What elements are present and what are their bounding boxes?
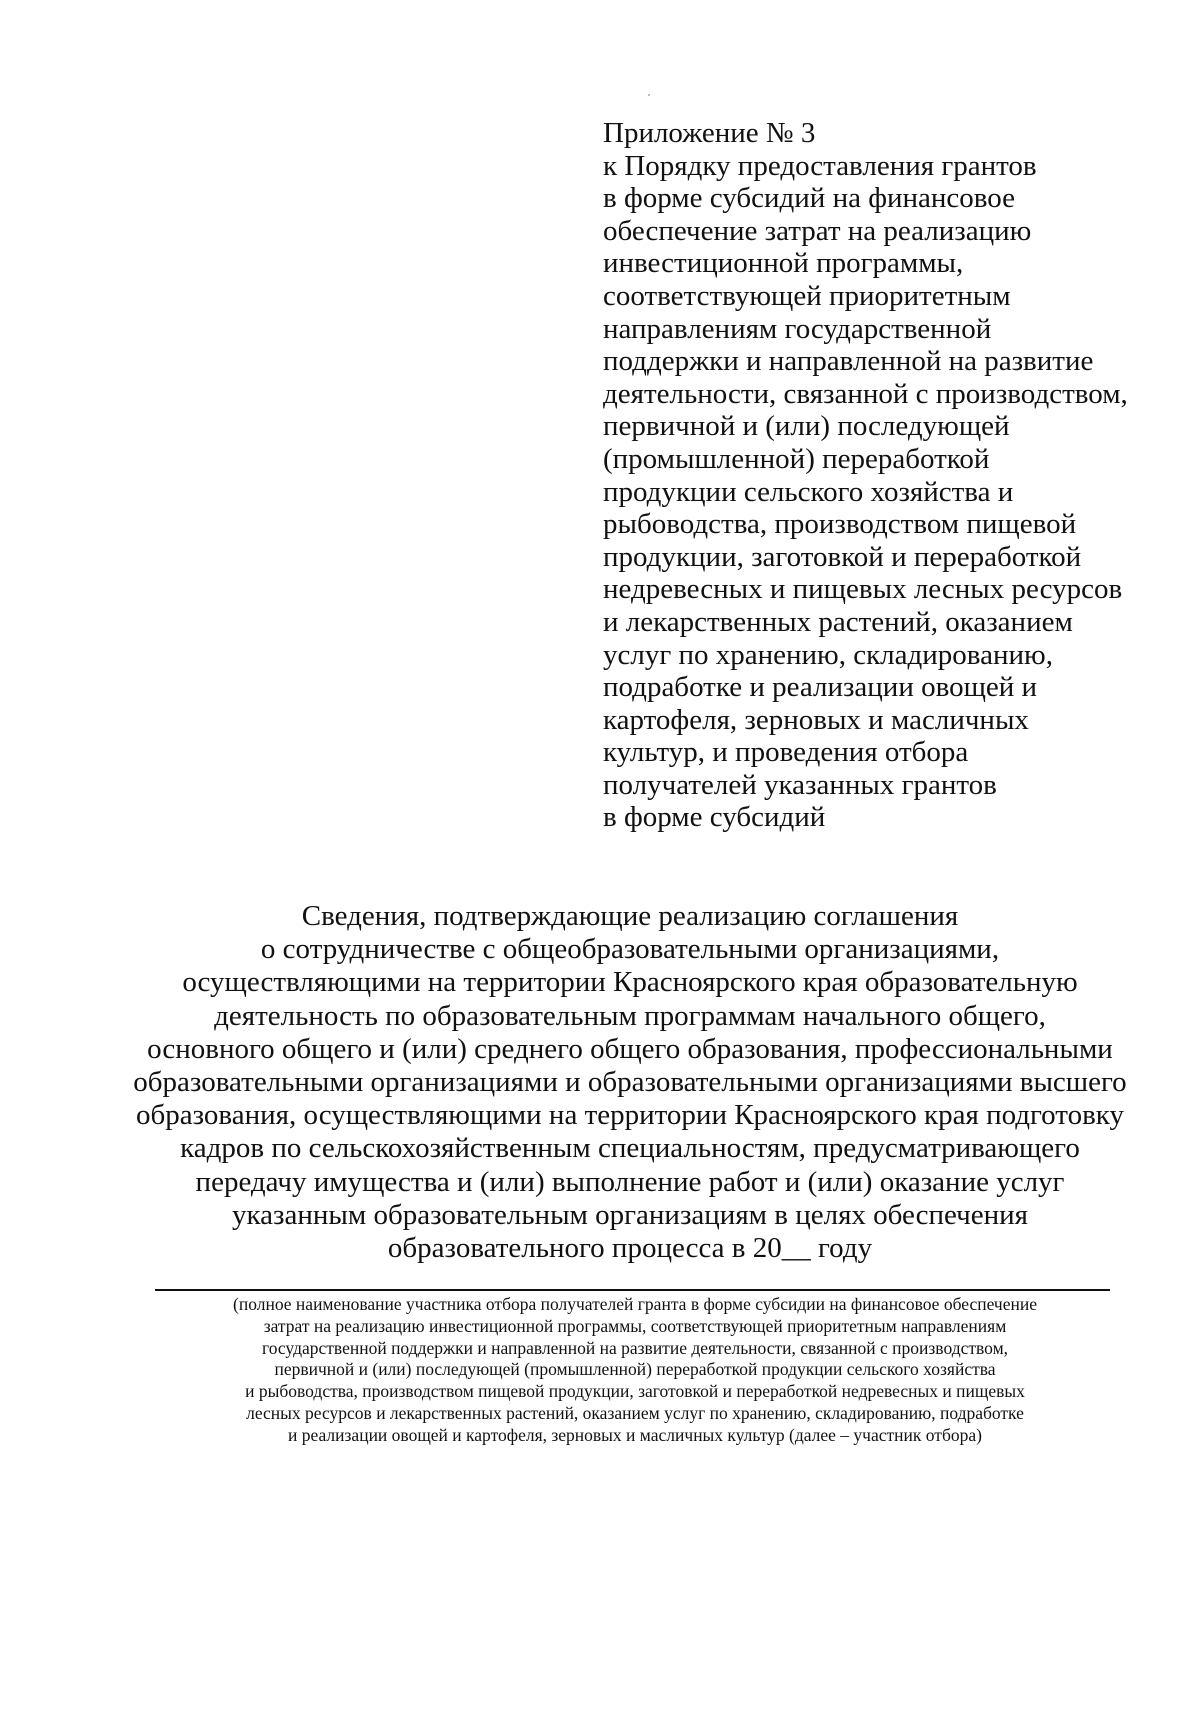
title-line: деятельность по образовательным программам начального общего, (214, 999, 1046, 1032)
appendix-line: направлениям государственной (603, 312, 992, 345)
caption-line: первичной и (или) последующей (промышленной) переработкой продукции сельского хозяйства (274, 1359, 996, 1380)
title-line: образовательного процесса в 20__ году (387, 1232, 873, 1265)
appendix-line: подработке и реализации овощей и (603, 671, 1038, 704)
appendix-line: деятельности, связанной с производством, (603, 377, 1128, 410)
appendix-line: картофеля, зерновых и масличных (603, 703, 1029, 736)
appendix-line: Приложение № 3 (603, 117, 816, 149)
caption-line: затрат на реализацию инвестиционной программы, соответствующей приоритетным направлениям (263, 1315, 1007, 1336)
appendix-line: рыбоводства, производством пищевой (603, 508, 1077, 541)
appendix-line: обеспечение затрат на реализацию (603, 214, 1032, 247)
appendix-line: в форме субсидий на финансовое (603, 182, 1016, 215)
title-line: о сотрудничестве с общеобразовательными организациями, (260, 933, 1000, 966)
title-line: Сведения, подтверждающие реализацию соглашения (301, 900, 959, 932)
scan-speck (648, 94, 650, 96)
title-line: образовательными организациями и образовательными организациями высшего (133, 1066, 1127, 1099)
field-caption (130, 1294, 1140, 1447)
title-line: основного общего и (или) среднего общего образования, профессиональными (147, 1032, 1113, 1065)
appendix-line: получателей указанных грантов (603, 768, 997, 801)
appendix-header (603, 117, 1163, 834)
appendix-line: первичной и (или) последующей (603, 410, 1010, 443)
appendix-line: услуг по хранению, складированию, (603, 638, 1053, 671)
appendix-line: продукции, заготовкой и переработкой (603, 540, 1082, 573)
caption-line: (полное наименование участника отбора получателей гранта в форме субсидии на финансовое обеспечение (233, 1294, 1037, 1314)
appendix-line: к Порядку предоставления грантов (603, 149, 1037, 182)
title-line: образования, осуществляющими на территории Красноярского края подготовку (136, 1099, 1124, 1132)
caption-line: государственной поддержки и направленной на развитие деятельности, связанной с производством, (261, 1337, 1009, 1358)
caption-line: и рыбоводства, производством пищевой продукции, заготовкой и переработкой недревесных и пищевых (245, 1381, 1025, 1402)
caption-line: и реализации овощей и картофеля, зерновых и масличных культур (далее – участник отбора) (288, 1424, 982, 1445)
appendix-line: в форме субсидий (603, 801, 826, 834)
fill-in-line (155, 1289, 1110, 1291)
appendix-line: культур, и проведения отбора (603, 736, 969, 769)
document-title (100, 900, 1160, 1265)
appendix-line: инвестиционной программы, (603, 247, 964, 280)
appendix-line: недревесных и пищевых лесных ресурсов (603, 573, 1123, 606)
appendix-line: поддержки и направленной на развитие (603, 345, 1094, 378)
appendix-line: соответствующей приоритетным (603, 279, 1011, 312)
title-line: осуществляющими на территории Красноярского края образовательную (182, 966, 1078, 999)
appendix-line: (промышленной) переработкой (603, 442, 990, 475)
title-line: указанным образовательным организациям в целях обеспечения (231, 1198, 1028, 1231)
title-line: кадров по сельскохозяйственным специальностям, предусматривающего (180, 1132, 1080, 1165)
caption-line: лесных ресурсов и лекарственных растений, оказанием услуг по хранению, складированию, подработке (246, 1402, 1024, 1423)
appendix-line: продукции сельского хозяйства и (603, 475, 1014, 508)
appendix-line: и лекарственных растений, оказанием (603, 605, 1073, 638)
title-line: передачу имущества и (или) выполнение работ и (или) оказание услуг (195, 1165, 1065, 1198)
